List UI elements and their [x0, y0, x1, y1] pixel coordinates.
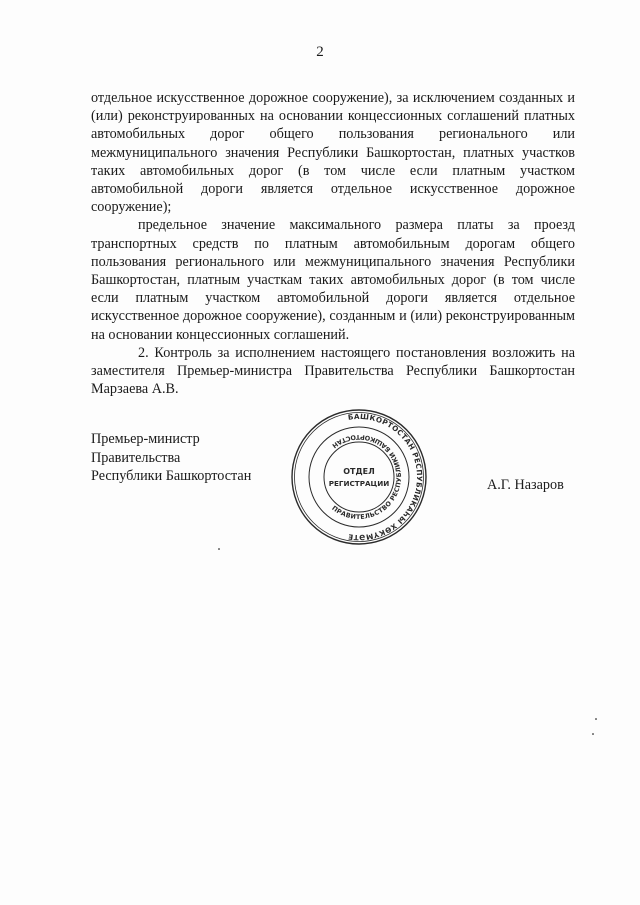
signatory-title-line: Правительства — [91, 449, 181, 466]
scan-speck — [595, 718, 597, 720]
text-line: отдельное искусственное дорожное сооружение), за исключением — [91, 90, 495, 106]
scan-speck — [218, 548, 220, 550]
signatory-title-line: Республики Башкортостан — [91, 468, 252, 484]
signatory-title-line: Премьер-министр — [91, 431, 200, 447]
text-line: и (или) реконструированным на основании концессионных соглашений. — [91, 308, 576, 343]
seal-center-line-1: ОТДЕЛ — [343, 467, 375, 476]
text-line: Республики Башкортостан, платным участкам таких автомобильных — [91, 253, 575, 289]
text-line: пользования регионального или межмуниципального значения — [91, 253, 495, 270]
seal-outer-text: БАШКОРТОСТАН РЕСПУБЛИКАҺЫ ХӨКҮМӘТЕ — [347, 411, 425, 543]
svg-text:ПРАВИТЕЛЬСТВО РЕСПУБЛИКИ БАШКО — [330, 433, 403, 521]
paragraph-1 — [91, 89, 575, 216]
seal-inner-text: ПРАВИТЕЛЬСТВО РЕСПУБЛИКИ БАШКОРТОСТАН — [330, 432, 404, 522]
seal-center-line-2: РЕГИСТРАЦИИ — [328, 479, 390, 488]
text-line: Башкортостан, платных участков таких автомобильных дорог (в том — [91, 144, 575, 179]
scan-speck — [592, 733, 594, 735]
paragraph-3 — [91, 344, 575, 399]
page-number: 2 — [316, 44, 324, 60]
body-text — [91, 89, 575, 398]
registration-seal-stamp — [290, 408, 428, 546]
paragraph-2 — [91, 216, 575, 343]
text-line: 2. Контроль за исполнением настоящего постановления — [138, 344, 487, 361]
text-line: числе если платным участком автомобильной дороги является — [91, 162, 575, 198]
text-line: предельное значение максимального размера платы за проезд — [138, 217, 575, 234]
text-line: возложить на заместителя Премьер-министра Правительства — [91, 344, 575, 380]
text-line: Республики Башкортостан Марзаева А.В. — [91, 363, 575, 398]
text-line: соглашений платных автомобильных дорог общего пользования — [91, 108, 576, 143]
text-line: является отдельное искусственное дорожное сооружение), созданным — [91, 290, 576, 325]
svg-text:БАШКОРТОСТАН РЕСПУБЛИКАҺЫ ХӨКҮ — [347, 412, 424, 542]
text-line: дорог (в том числе если платным участком автомобильной дороги — [91, 272, 576, 307]
text-line: транспортных средств по платным автомобильным дорогам общего — [91, 235, 575, 252]
text-line: созданных и (или) реконструированных на основании концессионных — [91, 90, 575, 125]
signatory-name: А.Г. Назаров — [487, 477, 564, 493]
signatory-title — [91, 430, 251, 486]
text-line: отдельное искусственное дорожное сооружение); — [91, 181, 575, 216]
text-line: регионального или межмуниципального значения Республики — [91, 126, 575, 161]
